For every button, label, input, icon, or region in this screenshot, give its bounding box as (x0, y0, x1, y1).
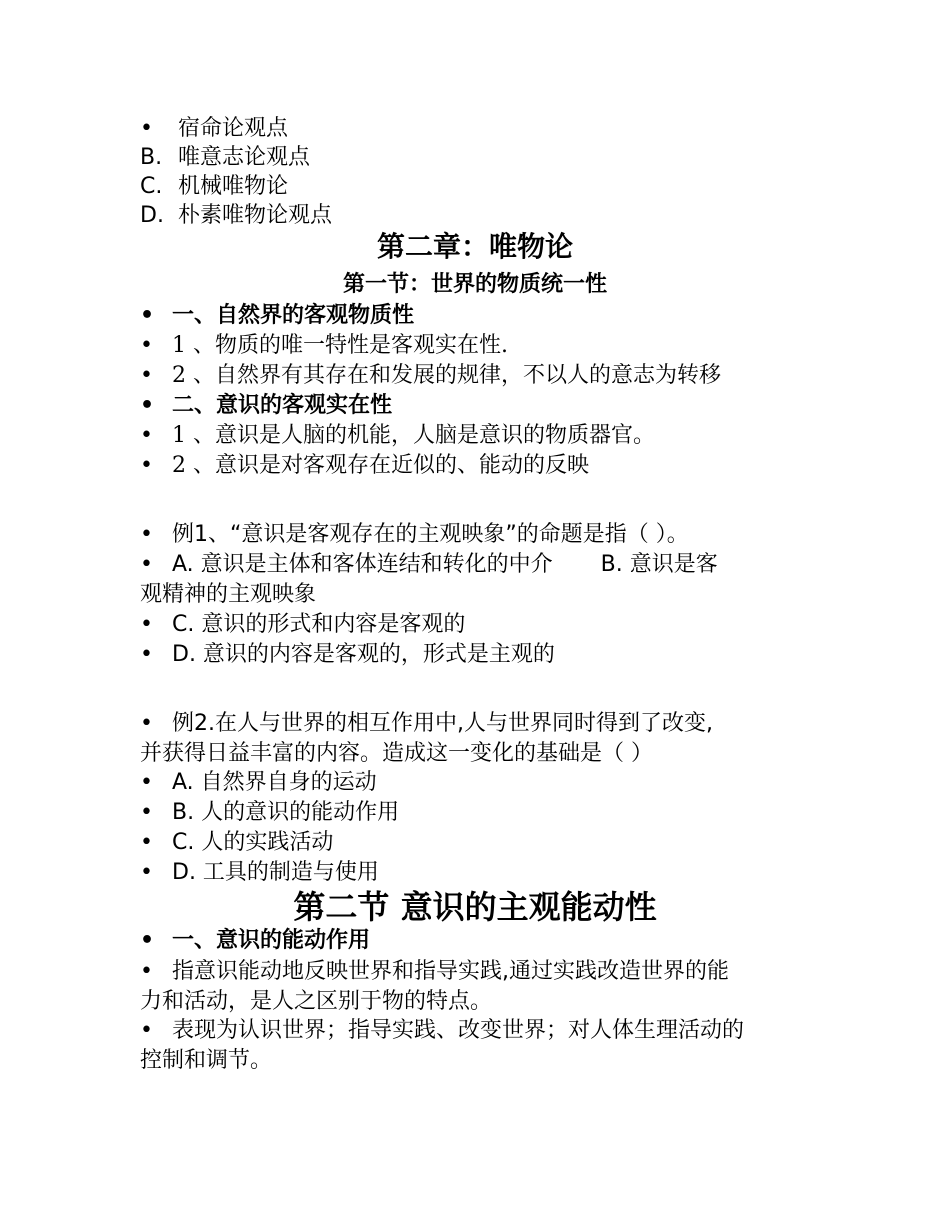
option-marker: • (140, 116, 153, 141)
bullet-marker: • (140, 642, 153, 667)
question-text: 例2.在人与世界的相互作用中,人与世界同时得到了改变, (172, 711, 713, 736)
bullet-marker: • (140, 393, 155, 418)
option-c-text: C. 意识的形式和内容是客观的 (172, 612, 466, 637)
example2-question-line-2: 并获得日益丰富的内容。造成这一变化的基础是（ ） (140, 741, 653, 766)
option-b-text: B. 意识是客 (600, 552, 718, 577)
example2-option-a (140, 768, 820, 797)
example2-option-c (140, 828, 820, 857)
bullet-marker: • (140, 453, 153, 478)
example2-option-d (140, 858, 820, 887)
paragraph-text: 表现为认识世界；指导实践、改变世界；对人体生理活动的 (172, 1018, 745, 1043)
option-b-text: B. 人的意识的能动作用 (172, 800, 400, 825)
option-text: 唯意志论观点 (178, 145, 311, 170)
bullet-marker: • (140, 959, 153, 984)
example1-options-ab (140, 550, 820, 579)
option-d-text: D. 工具的制造与使用 (172, 860, 379, 885)
section2-para2-line-1 (140, 1016, 820, 1045)
item-text: 2 、自然界有其存在和发展的规律，不以人的意志为转移 (172, 363, 721, 388)
bullet-marker: • (140, 770, 153, 795)
bullet-marker: • (140, 333, 153, 358)
option-marker: D. (140, 203, 164, 228)
section2-heading (140, 926, 820, 955)
section2-para1-line-2: 力和活动，是人之区别于物的特点。 (140, 989, 493, 1014)
section2-para2-line-2: 控制和调节。 (140, 1048, 273, 1073)
example1-option-b-continued: 观精神的主观映象 (140, 582, 317, 607)
section1-title: 第一节：世界的物质统一性 (342, 272, 607, 297)
section1-part1-item-2 (140, 361, 820, 390)
option-naive-materialism (140, 201, 820, 230)
bullet-marker: • (140, 363, 153, 388)
chapter-title: 第二章：唯物论 (376, 230, 573, 263)
example1-option-c (140, 610, 820, 639)
item-text: 2 、意识是对客观存在近似的、能动的反映 (172, 453, 589, 478)
bullet-marker: • (140, 830, 153, 855)
heading-text: 一、意识的能动作用 (172, 928, 371, 953)
question-text: 例1、“意识是客观存在的主观映象”的命题是指（ ）。 (172, 522, 689, 547)
section2-para1-line-1 (140, 957, 820, 986)
paragraph-text: 指意识能动地反映世界和指导实践,通过实践改造世界的能 (172, 959, 729, 984)
bullet-marker: • (140, 860, 153, 885)
section1-part2-item-2 (140, 451, 820, 480)
option-text: 机械唯物论 (178, 174, 289, 199)
bullet-marker: • (140, 522, 153, 547)
option-c-text: C. 人的实践活动 (172, 830, 334, 855)
bullet-marker: • (140, 1018, 153, 1043)
bullet-marker: • (140, 711, 153, 736)
option-d-text: D. 意识的内容是客观的，形式是主观的 (172, 642, 555, 667)
option-text: 宿命论观点 (178, 116, 289, 141)
section1-part1-item-1 (140, 331, 820, 360)
section1-part1-heading (140, 301, 820, 330)
option-voluntarism (140, 143, 820, 172)
bullet-marker: • (140, 928, 155, 953)
bullet-marker: • (140, 552, 153, 577)
option-text: 朴素唯物论观点 (178, 203, 333, 228)
example1-question (140, 520, 820, 549)
option-a-text: A. 自然界自身的运动 (172, 770, 377, 795)
example2-question-line-1 (140, 709, 820, 738)
heading-text: 一、自然界的客观物质性 (172, 303, 415, 328)
option-marker: C. (140, 174, 163, 199)
section1-part2-item-1 (140, 421, 820, 450)
bullet-marker: • (140, 303, 155, 328)
example2-option-b (140, 798, 820, 827)
option-mechanical-materialism (140, 172, 820, 201)
option-marker: B. (140, 145, 163, 170)
example1-option-d (140, 640, 820, 669)
option-fatalism (140, 114, 820, 143)
section2-title: 第二节 意识的主观能动性 (293, 888, 657, 926)
bullet-marker: • (140, 612, 153, 637)
bullet-marker: • (140, 423, 153, 448)
item-text: 1 、物质的唯一特性是客观实在性. (172, 333, 508, 358)
section1-part2-heading (140, 391, 820, 420)
option-a-text: A. 意识是主体和客体连结和转化的中介 (172, 552, 553, 577)
heading-text: 二、意识的客观实在性 (172, 393, 393, 418)
item-text: 1 、意识是人脑的机能，人脑是意识的物质器官。 (172, 423, 655, 448)
bullet-marker: • (140, 800, 153, 825)
